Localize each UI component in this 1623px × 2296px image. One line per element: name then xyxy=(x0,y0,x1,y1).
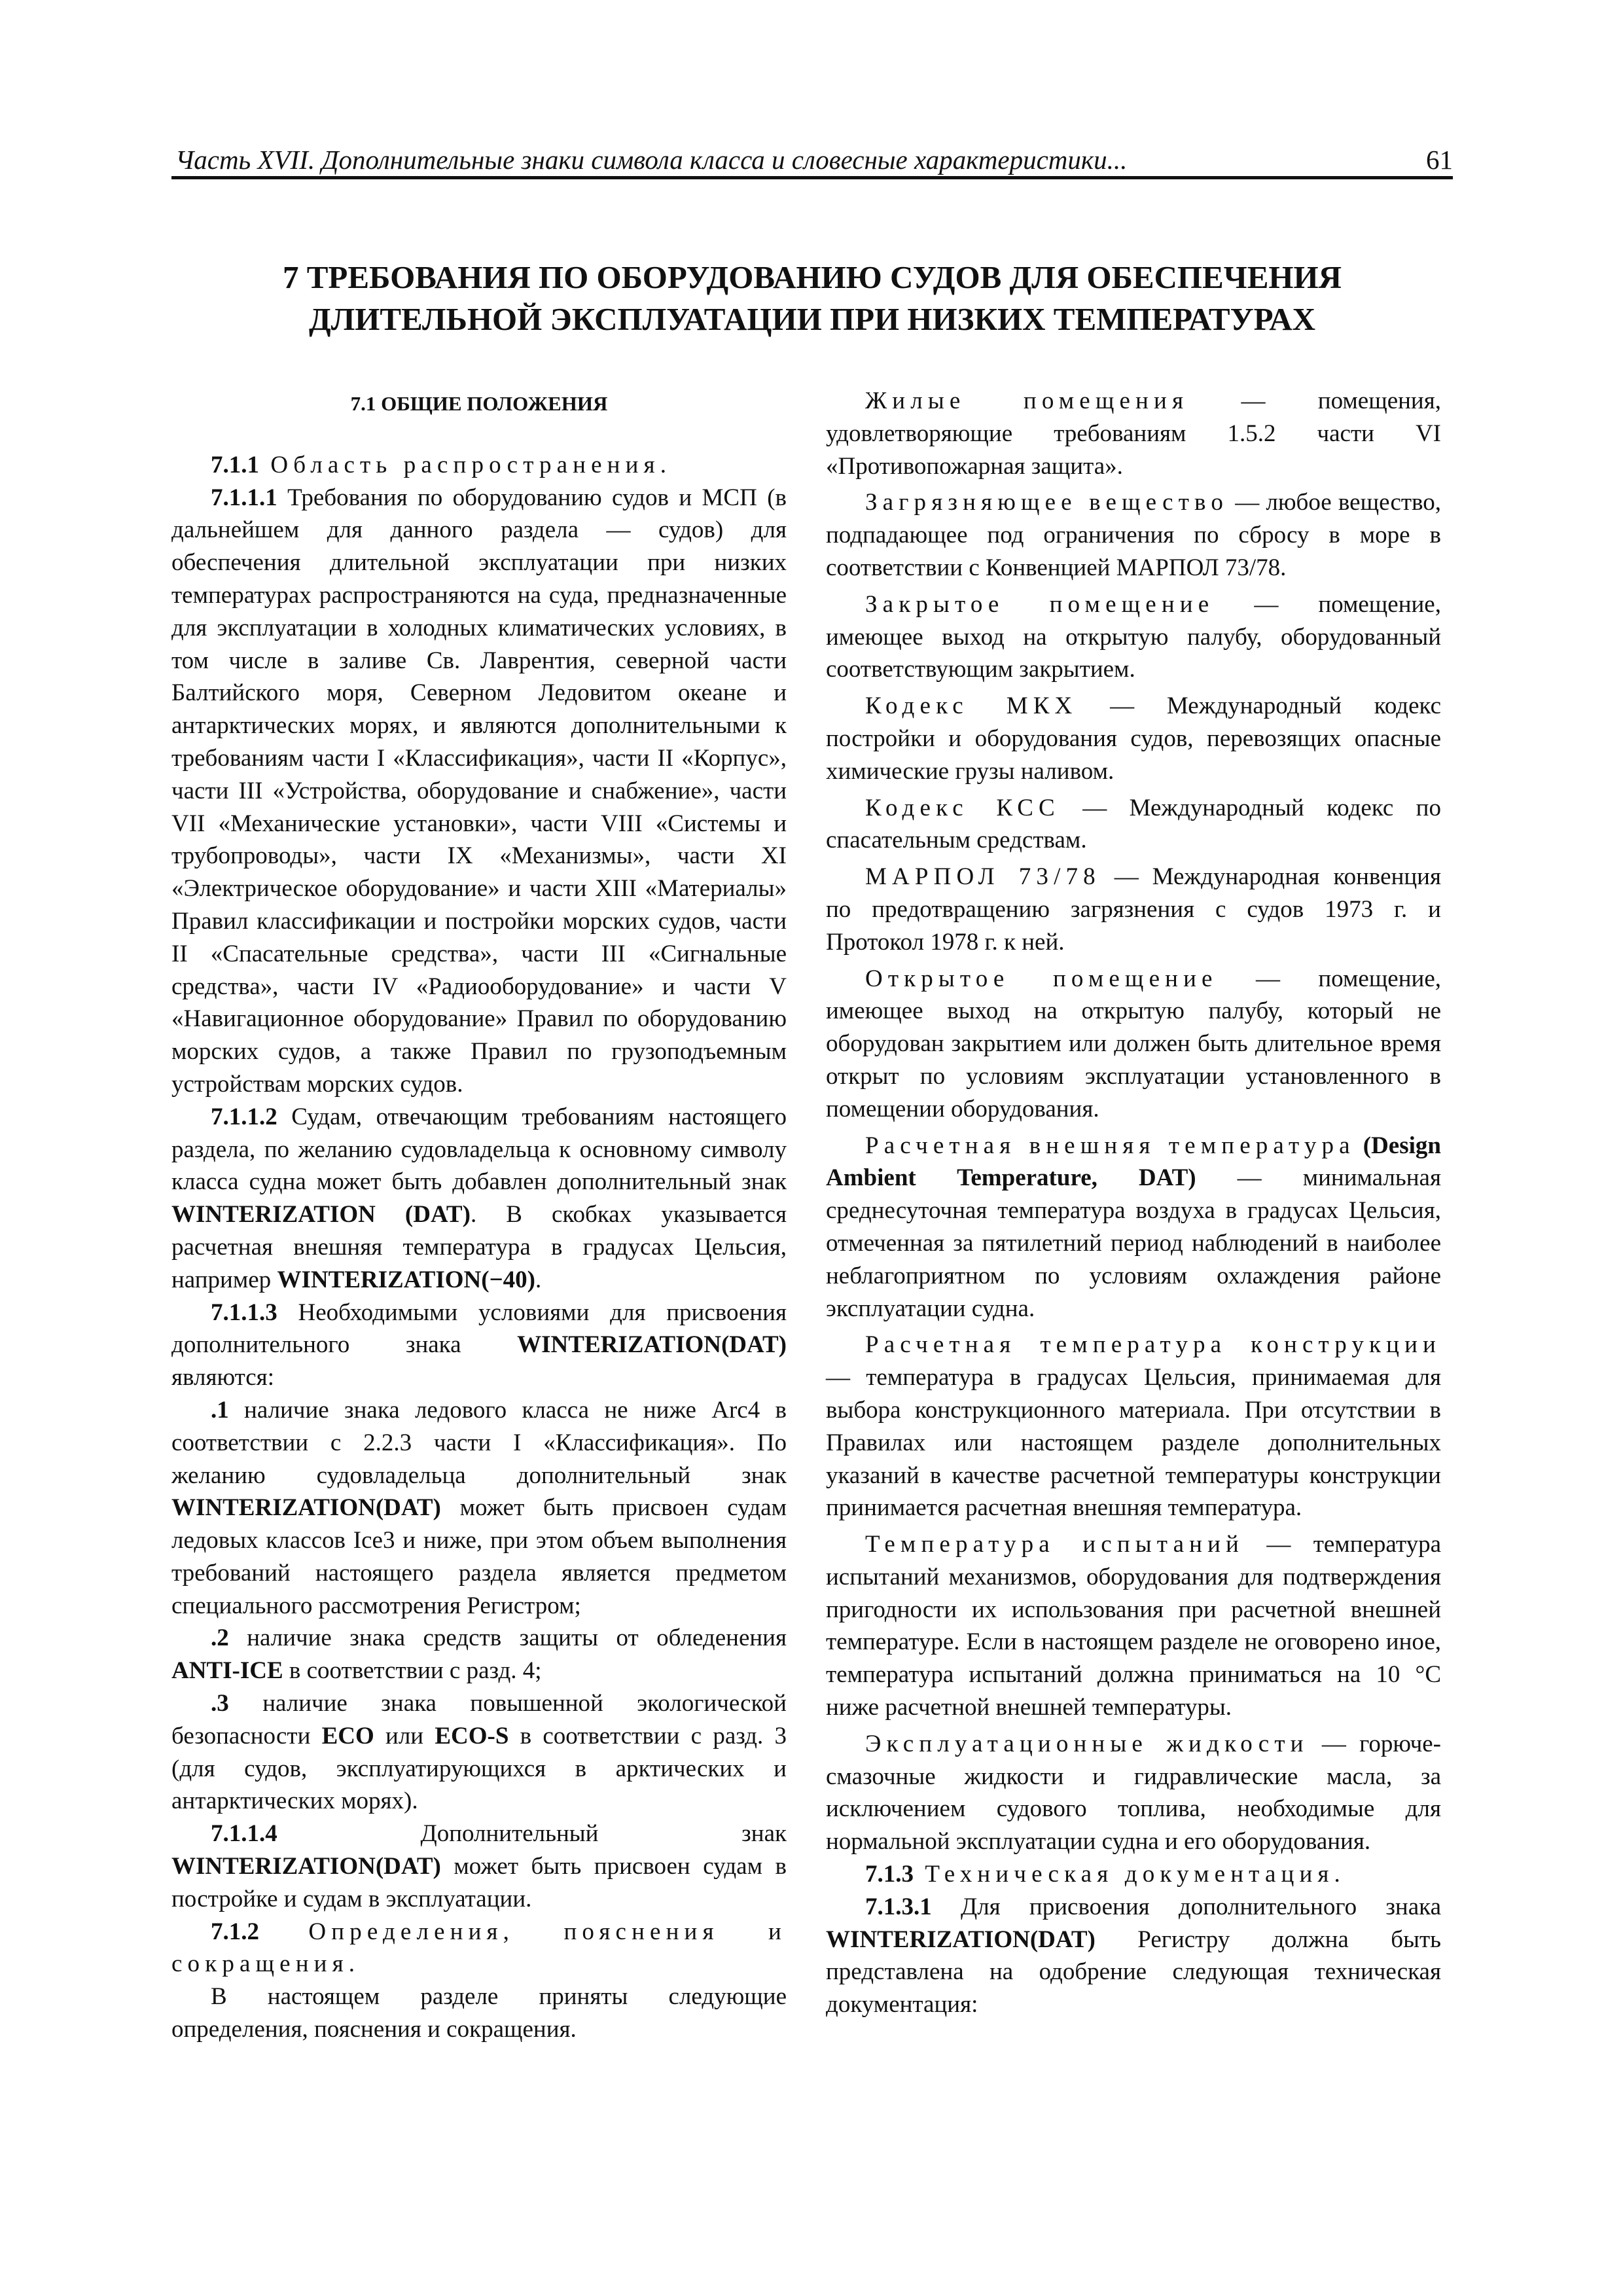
class-mark: WINTERIZATION (DAT) xyxy=(171,1201,471,1229)
class-mark: ECO-S xyxy=(435,1722,509,1749)
definition-text: — Международная конвенция по предотвращению загрязнения с судов 1973 г. и Протокол 1978 г. к ней. xyxy=(826,863,1441,956)
item-text: может быть присвоен судам ледовых классов Ice3 и ниже, при этом объем выполнения требований настоящего раздела является предметом специального рассмотрения Регистром; xyxy=(171,1494,787,1619)
class-mark: WINTERIZATION(DAT) xyxy=(171,1853,441,1880)
clause-number: 7.1.1 xyxy=(211,451,259,478)
clause-text: являются: xyxy=(171,1364,274,1391)
definition-term: Кодекс МКХ xyxy=(865,692,1078,720)
left-column xyxy=(171,385,787,2046)
clause-number: 7.1.1.4 xyxy=(211,1820,277,1848)
clause-text: Судам, отвечающим требованиям настоящего раздела, по желанию судовладельца к основному символу класса судна может быть добавлен дополнительный знак xyxy=(171,1103,787,1196)
clause-7-1-1-2 xyxy=(171,1101,787,1297)
definition-term: Эксплуатационные жидкости xyxy=(865,1730,1309,1757)
definition-text: — минимальная среднесуточная температура воздуха в градусах Цельсия, отмеченная за пятилетний период наблюдений в наиболее неблагоприятном по условиям охлаждения районе эксплуатации судна. xyxy=(826,1164,1441,1322)
item-number: .3 xyxy=(211,1690,229,1717)
clause-number: 7.1.3 xyxy=(865,1861,914,1888)
definition-design-ambient-temperature xyxy=(826,1130,1441,1325)
clause-number: 7.1.2 xyxy=(211,1918,259,1945)
definition-living-spaces xyxy=(826,385,1441,482)
definition-term: Расчетная внешняя температура xyxy=(865,1132,1355,1159)
item-number: .2 xyxy=(211,1624,229,1652)
clause-text: Требования по оборудованию судов и МСП (в дальнейшем для данного раздела — судов) для обеспечения длительной эксплуатации при низких температурах распространяются на суда, предназначенные для эксплуатации в холодных климатических условиях, в том числе в заливе Св. Лаврентия, северной части Балтийского моря, Северном Ледовитом океане и антарктических морях, и являются дополнительными к требованиям части I «Классификация», части II «Корпус», части III «Устройства, оборудование и снабжение», части VII «Механические установки», части VIII «Системы и трубопроводы», части IX «Механизмы», части XI «Электрическое оборудование» и части XIII «Материалы» Правил классификации и постройки морских судов, части II «Спасательные средства», части III «Сигнальные средства», части IV «Радиооборудование» и части V «Навигационное оборудование» Правил по оборудованию морских судов, а также Правил по грузоподъемным устройствам морских судов. xyxy=(171,484,787,1098)
definition-ibc-code xyxy=(826,690,1441,787)
item-text: в соответствии с разд. 3 (для судов, эксплуатирующихся в арктических и антарктических морях). xyxy=(171,1722,787,1815)
clause-text: Регистру должна быть представлена на одобрение следующая техническая документация: xyxy=(826,1926,1441,2018)
page-number: 61 xyxy=(1426,145,1453,175)
clause-heading: Определения, пояснения и сокращения. xyxy=(171,1918,787,1978)
clause-text: может быть присвоен судам в постройке и судам в эксплуатации. xyxy=(171,1853,787,1912)
running-title: Часть XVII. Дополнительные знаки символа класса и словесные характеристики... xyxy=(175,145,1128,175)
list-item-2 xyxy=(171,1622,787,1687)
definition-abbreviation: (Design Ambient Temperature, DAT) xyxy=(826,1132,1441,1192)
class-mark: ECO xyxy=(321,1722,374,1749)
clause-number: 7.1.3.1 xyxy=(865,1893,932,1920)
clause-7-1-1-1 xyxy=(171,482,787,1101)
clause-number: 7.1.1.2 xyxy=(211,1103,277,1130)
definition-term: МАРПОЛ 73/78 xyxy=(865,863,1101,891)
definition-pollutant xyxy=(826,486,1441,584)
running-header xyxy=(171,140,1453,179)
clause-7-1-1-3 xyxy=(171,1297,787,1394)
definition-term: Расчетная температура конструкции xyxy=(865,1331,1441,1359)
definition-term: Жилые помещения xyxy=(865,387,1189,414)
definition-text: — помещение, имеющее выход на открытую палубу, оборудованный соответствующим закрытием. xyxy=(826,590,1441,683)
definition-text: — помещения, удовлетворяющие требованиям 1.5.2 части VI «Противопожарная защита». xyxy=(826,387,1442,480)
clause-7-1-1 xyxy=(171,449,787,482)
definition-text: — любое вещество, подпадающее под ограничения по сбросу в море в соответствии с Конвенцией МАРПОЛ 73/78. xyxy=(826,489,1442,581)
clause-text: . xyxy=(535,1266,542,1293)
class-mark: ANTI-ICE xyxy=(171,1657,283,1685)
definition-text: — температура испытаний механизмов, оборудования для подтверждения пригодности их использования при расчетной внешней температуре. Если в настоящем разделе не оговорено иное, температура испытаний должна приниматься на 10 °С ниже расчетной внешней температуры. xyxy=(826,1531,1441,1721)
item-text: наличие знака повышенной экологической безопасности xyxy=(171,1690,787,1749)
definition-term: Открытое помещение xyxy=(865,965,1218,992)
definition-design-structure-temperature xyxy=(826,1329,1441,1524)
clause-7-1-3 xyxy=(826,1858,1441,1891)
definition-term: Кодекс КСС xyxy=(865,794,1060,821)
definition-term: Закрытое помещение xyxy=(865,590,1215,618)
definition-open-space xyxy=(826,963,1441,1126)
clause-7-1-1-4 xyxy=(171,1818,787,1915)
list-item-1 xyxy=(171,1394,787,1623)
list-item-3 xyxy=(171,1687,787,1818)
clause-number: 7.1.1.3 xyxy=(211,1299,277,1326)
right-column xyxy=(826,385,1441,2021)
class-mark: WINTERIZATION(DAT) xyxy=(171,1494,441,1522)
definition-enclosed-space xyxy=(826,588,1441,686)
clause-text: Для присвоения дополнительного знака xyxy=(931,1893,1441,1920)
clause-heading: Техническая документация. xyxy=(914,1861,1346,1888)
definition-operating-fluids xyxy=(826,1728,1441,1858)
clause-number: 7.1.1.1 xyxy=(211,484,277,511)
definition-test-temperature xyxy=(826,1528,1441,1724)
chapter-title xyxy=(171,257,1453,340)
clause-heading: Область распространения. xyxy=(259,451,672,478)
definition-term: Температура испытаний xyxy=(865,1531,1244,1558)
definition-text: — температура в градусах Цельсия, принимаемая для выбора конструкционного материала. При отсутствии в Правилах или настоящем разделе дополнительных указаний в качестве расчетной температуры конструкции принимается расчетная внешняя температура. xyxy=(826,1364,1441,1522)
definition-lsa-code xyxy=(826,792,1441,857)
clause-7-1-2 xyxy=(171,1916,787,1981)
item-text: наличие знака ледового класса не ниже Arc4 в соответствии с 2.2.3 части I «Классификация». По желанию судовладельца дополнительный знак xyxy=(171,1396,787,1489)
clause-text: Необходимыми условиями для присвоения дополнительного знака xyxy=(171,1299,787,1359)
definition-marpol xyxy=(826,861,1441,958)
definition-term: Загрязняющее вещество xyxy=(865,489,1229,516)
chapter-title-line-1: 7 ТРЕБОВАНИЯ ПО ОБОРУДОВАНИЮ СУДОВ ДЛЯ ОБЕСПЕЧЕНИЯ xyxy=(282,259,1342,295)
item-number: .1 xyxy=(211,1396,229,1424)
definition-text: — Международный кодекс по спасательным средствам. xyxy=(826,794,1441,854)
class-mark-example: WINTERIZATION(−40) xyxy=(277,1266,535,1293)
class-mark: WINTERIZATION(DAT) xyxy=(517,1331,787,1359)
class-mark: WINTERIZATION(DAT) xyxy=(826,1926,1096,1953)
chapter-title-line-2: ДЛИТЕЛЬНОЙ ЭКСПЛУАТАЦИИ ПРИ НИЗКИХ ТЕМПЕРАТУРАХ xyxy=(308,301,1316,337)
definition-text: — Международный кодекс постройки и оборудования судов, перевозящих опасные химические грузы наливом. xyxy=(826,692,1441,785)
clause-7-1-2-body: В настоящем разделе приняты следующие определения, пояснения и сокращения. xyxy=(171,1983,787,2043)
clause-7-1-3-1 xyxy=(826,1891,1441,2021)
definition-text: — помещение, имеющее выход на открытую палубу, который не оборудован закрытием или должен быть длительное время открыт по условиям эксплуатации установленного в помещении оборудования. xyxy=(826,965,1441,1122)
clause-text: Дополнительный знак xyxy=(277,1820,787,1848)
item-text: в соответствии с разд. 4; xyxy=(283,1657,542,1685)
item-text: или xyxy=(374,1722,435,1749)
definition-text: — горюче-смазочные жидкости и гидравлические масла, за исключением судового топлива, необходимые для нормальной эксплуатации судна и его оборудования. xyxy=(826,1730,1442,1856)
item-text: наличие знака средств защиты от обледенения xyxy=(228,1624,787,1652)
clause-text: . В скобках указывается расчетная внешняя температура в градусах Цельсия, например xyxy=(171,1201,787,1293)
section-heading-7-1: 7.1 ОБЩИЕ ПОЛОЖЕНИЯ xyxy=(350,392,608,415)
